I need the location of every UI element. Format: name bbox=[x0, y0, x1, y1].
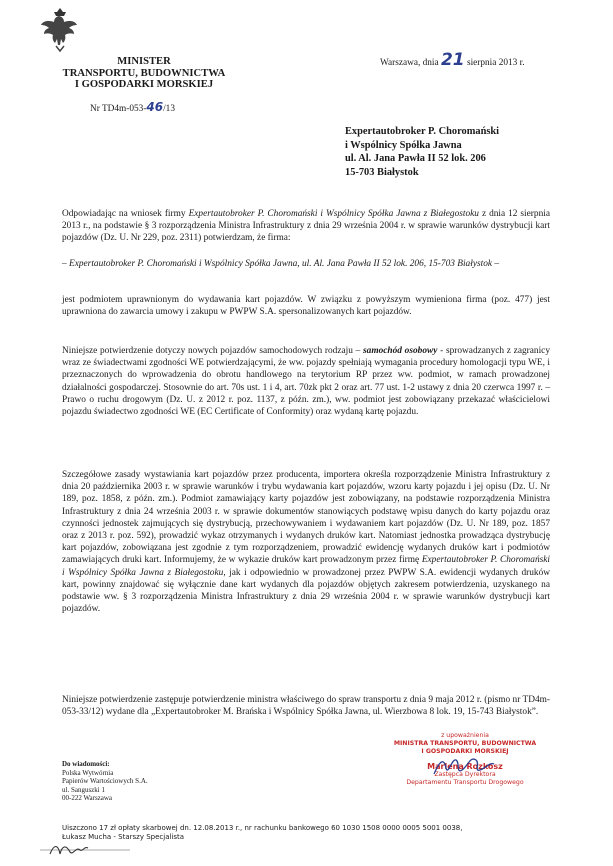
recipient-address bbox=[345, 125, 499, 179]
text-run: , jak i odpowiednio w prowadzonej przez PWPW S.A. ewidencji wydanych druków kart, powinny znajdować się wyłącznie dane kart wydanych dla pojazdów objętych zakresem potwierdzenia, uzyskanego na podstawie ww. § 3 rozporządzenia Ministra Infrastruktury z dnia 29 września 2004 r. w sprawie warunków dystrybucji kart pojazdów. bbox=[62, 567, 551, 615]
vehicle-type-emphasis: samochód osobowy bbox=[363, 346, 438, 356]
place-date bbox=[380, 50, 525, 70]
stamp-line: Departamentu Transportu Drogowego bbox=[406, 778, 524, 786]
reference-number bbox=[90, 100, 175, 114]
paragraph-5 bbox=[62, 469, 550, 615]
ministry-line: TRANSPORTU, BUDOWNICTWA bbox=[62, 67, 226, 79]
polish-eagle-emblem-icon bbox=[40, 4, 80, 54]
paragraph-1 bbox=[62, 208, 550, 245]
address-line: Expertautobroker P. Choromański bbox=[345, 126, 500, 137]
city-prefix: Warszawa, dnia bbox=[380, 58, 439, 68]
cc-label: Do wiadomości: bbox=[62, 760, 110, 768]
ministry-header bbox=[44, 56, 244, 91]
company-name-italic: Expertautobroker P. Choromański i Wspólnicy Spółka Jawna z Białegostoku bbox=[62, 555, 550, 578]
text-run: z dnia 12 sierpnia 2013 r., na podstawie § 3 rozporządzenia Ministra Infrastruktury z dnia 29 września 2004 r. w sprawie warunków dystrybucji kart pojazdów (Dz. U. Nr 229, poz. 2311) potwierdzam, że firma: bbox=[62, 209, 551, 244]
stamp-line: I GOSPODARKI MORSKIEJ bbox=[421, 747, 509, 755]
ministry-line: I GOSPODARKI MORSKIEJ bbox=[74, 79, 214, 90]
initials-signature-icon bbox=[40, 838, 130, 860]
stamp-line: Zastępca Dyrektora bbox=[434, 771, 496, 779]
footer-line: Łukasz Mucha - Starszy Specjalista bbox=[62, 832, 185, 841]
address-line: i Wspólnicy Spółka Jawna bbox=[345, 139, 462, 151]
ref-handwritten: 46 bbox=[146, 100, 164, 114]
paragraph-6: Niniejsze potwierdzenie zastępuje potwierdzenie ministra właściwego do spraw transportu z dnia 9 maja 2012 r. (pismo nr TD4m-053-33/12) wydane dla „Expertautobroker M. Brańska i Wspólnicy Spółka Jawna, ul. Wierzbowa 8 lok. 19, 15-743 Białystok”. bbox=[62, 695, 550, 718]
paragraph-3: jest podmiotem uprawnionym do wydawania kart pojazdów. W związku z powyższym wymieniona firma (poz. 477) jest uprawniona do zawarcia umowy i zakupu w PWPW S.A. spersonalizowanych kart pojazdów. bbox=[62, 295, 550, 318]
address-line: ul. Al. Jana Pawła II 52 lok. 206 bbox=[345, 153, 486, 164]
signature-icon bbox=[430, 754, 500, 780]
cc-line: 00-222 Warszawa bbox=[62, 794, 113, 803]
stamp-line: z upoważnienia bbox=[441, 732, 489, 739]
paragraph-4 bbox=[62, 345, 550, 418]
text-run: - sprowadzanych z zagranicy wraz ze świadectwami zgodności WE potwierdzającymi, że ww. pojazdy spełniają wymagania procedury homologacji typu WE, i przeznaczonych do wprowadzenia do obrotu handlowego na terytorium RP przez ww. podmiot, w ramach prowadzonej działalności gospodarczej. Stosownie do art. 70s ust. 1 i 4, art. 70zk pkt 2 oraz art. 77 ust. 1-2 ustawy z dnia 20 czerwca 1997 r. – Prawo o ruchu drogowym (Dz. U. z 2012 r. poz. 1137, z późn. zm.), ww. podmiot jest zobowiązany przekazać właścicielowi pojazdu świadectwo zgodności WE (EC Certificate of Conformity) oraz wydaną kartę pojazdu. bbox=[62, 346, 550, 418]
cc-block bbox=[62, 760, 148, 803]
date-suffix: sierpnia 2013 r. bbox=[466, 58, 525, 68]
cc-line: ul. Sanguszki 1 bbox=[62, 785, 105, 794]
text-run: Szczegółowe zasady wystawiania kart pojazdów przez producenta, importera określa rozporządzenie Ministra Infrastruktury z dnia 20 października 2003 r. w sprawie warunków i trybu wydawania kart pojazdów, wzoru karty pojazdu i jej opisu (Dz. U. Nr 189, poz. 1858, z późn. zm.). Podmiot zamawiający karty pojazdów jest zobowiązany, na podstawie rozporządzenia Ministra Infrastruktury z dnia 24 września 2003 r. w sprawie dokumentów stanowiących podstawę wpisu danych do karty pojazdu oraz czynności jednostek zajmujących się dystrybucją, przechowywaniem i wydawaniem kart pojazdów (Dz. U. Nr 189, poz. 1857 oraz z 2013 r. poz. 592), prowadzić wykaz otrzymanych i wydanych druków kart. Natomiast jednostka prowadząca dystrybucję kart pojazdów, zobowiązana jest zgodnie z tym rozporządzeniem, prowadzić ewidencję wydanych druków kart i podmiotów zamawiających druki kart. Informujemy, że w wykazie druków kart prowadzonym przez firmę bbox=[62, 470, 550, 566]
company-name-italic: Expertautobroker P. Choromański i Wspólnicy Spółka Jawna z Białegostoku bbox=[188, 209, 479, 219]
cc-line: Papierów Wartościowych S.A. bbox=[62, 777, 148, 786]
ref-prefix: Nr TD4m-053- bbox=[90, 104, 147, 114]
cc-line: Polska Wytwórnia bbox=[62, 768, 114, 777]
footer-line: Uiszczono 17 zł opłaty skarbowej dn. 12.08.2013 r., nr rachunku bankowego 60 1030 1508 0000 0005 5001 0038, bbox=[62, 824, 463, 832]
text-run: Odpowiadając na wniosek firmy bbox=[62, 209, 189, 219]
day-handwritten: 21 bbox=[440, 50, 465, 70]
stamp-line: Marlena Rozkosz bbox=[427, 762, 503, 772]
paragraph-2: – Expertautobroker P. Choromański i Wspólnicy Spółka Jawna, ul. Al. Jana Pawła II 52 lok. 206, 15-703 Białystok – bbox=[62, 259, 500, 269]
text-run: Niniejsze potwierdzenie dotyczy nowych pojazdów samochodowych rodzaju – bbox=[62, 346, 364, 356]
ref-suffix: /13 bbox=[163, 104, 175, 114]
address-line: 15-703 Białystok bbox=[345, 166, 419, 178]
ministry-line: MINISTER bbox=[117, 56, 171, 67]
stamp-line: MINISTRA TRANSPORTU, BUDOWNICTWA bbox=[393, 739, 537, 747]
